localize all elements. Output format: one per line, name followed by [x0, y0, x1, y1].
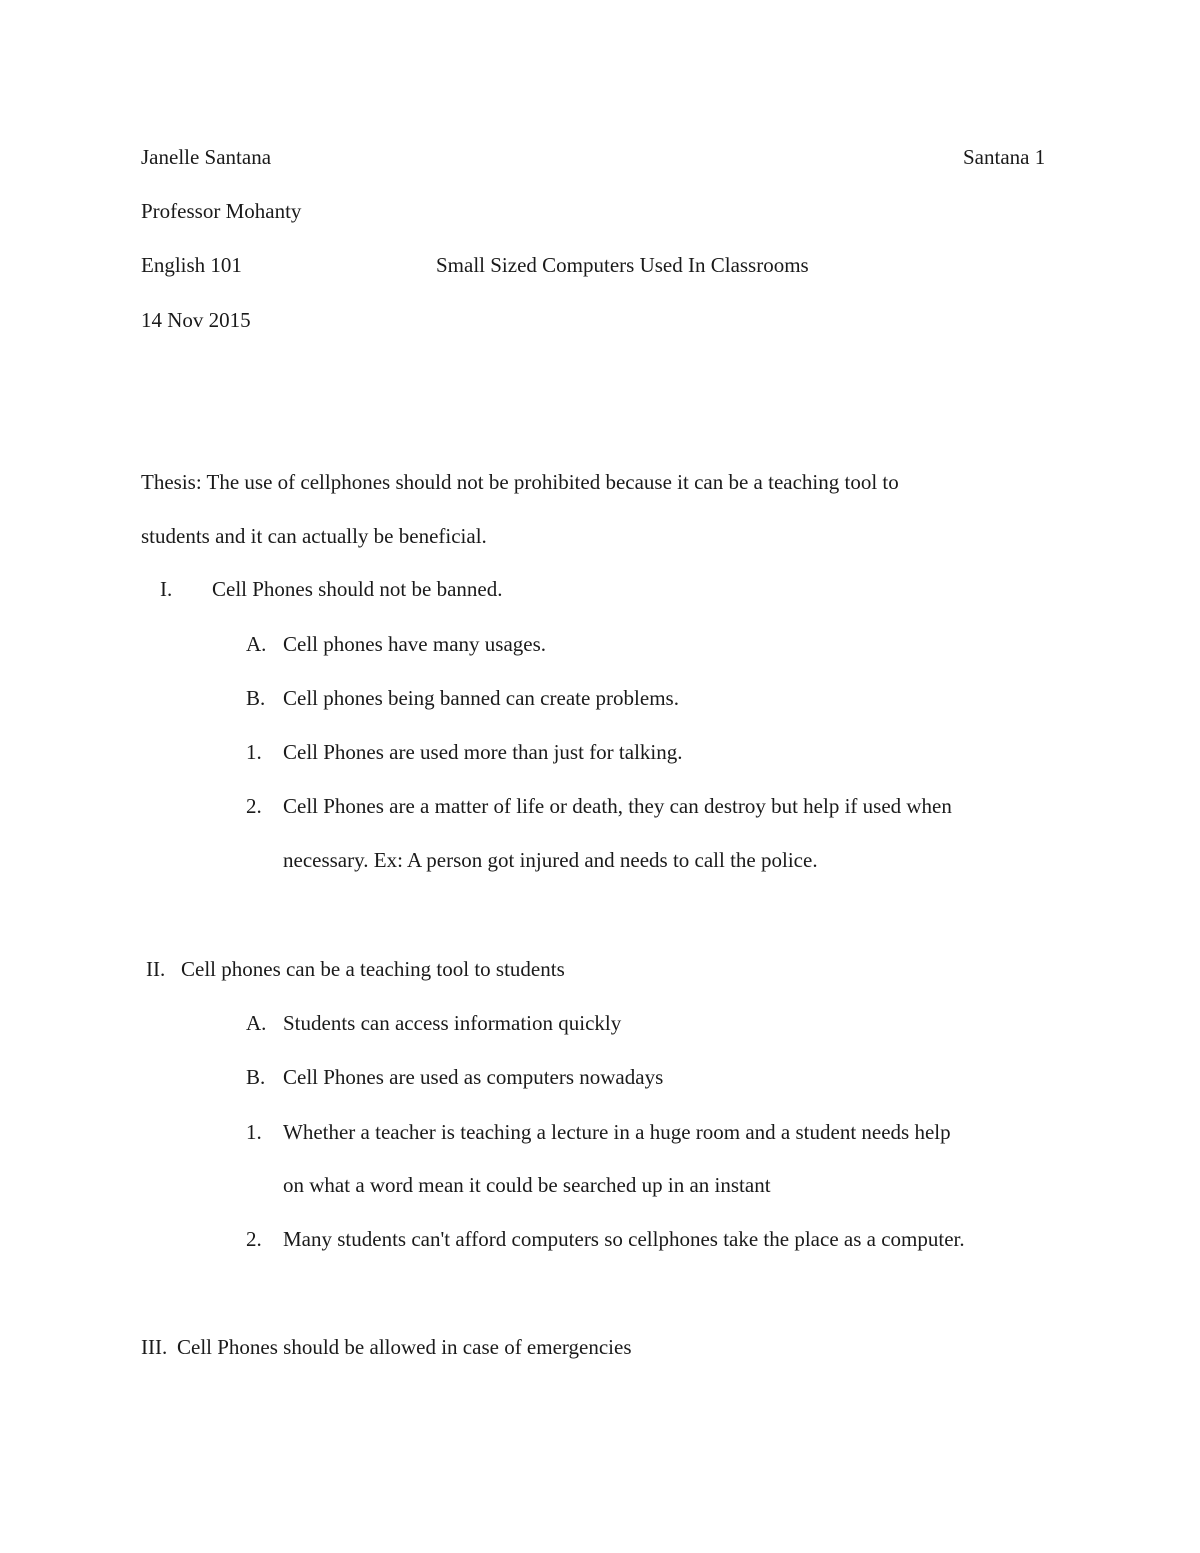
section-2-item-1-continuation: on what a word mean it could be searched up in an instant — [283, 1173, 771, 1197]
section-1-item-1-marker: 1. — [246, 740, 262, 764]
section-1-heading: Cell Phones should not be banned. — [212, 577, 503, 601]
course-name: English 101 — [141, 253, 242, 277]
section-1-item-2-marker: 2. — [246, 794, 262, 818]
paper-date: 14 Nov 2015 — [141, 308, 251, 332]
section-2-item-b-marker: B. — [246, 1065, 266, 1089]
section-2-item-1-text: Whether a teacher is teaching a lecture in a huge room and a student needs help — [283, 1120, 951, 1144]
section-1-item-a-text: Cell phones have many usages. — [283, 632, 547, 656]
professor-name: Professor Mohanty — [141, 199, 302, 223]
section-3-heading: Cell Phones should be allowed in case of emergencies — [177, 1335, 632, 1359]
section-1-numeral: I. — [160, 577, 173, 601]
section-2-item-a-marker: A. — [246, 1011, 267, 1035]
paper-title: Small Sized Computers Used In Classrooms — [436, 253, 809, 277]
section-1-item-2-text: Cell Phones are a matter of life or death, they can destroy but help if used when — [283, 794, 952, 818]
section-2-item-2-marker: 2. — [246, 1227, 262, 1251]
section-2-item-2-text: Many students can't afford computers so cellphones take the place as a computer. — [283, 1227, 965, 1251]
section-2-item-1-marker: 1. — [246, 1120, 262, 1144]
section-2-numeral: II. — [146, 957, 166, 981]
section-1-item-b-text: Cell phones being banned can create problems. — [283, 686, 679, 710]
thesis-line-2: students and it can actually be beneficial. — [141, 524, 487, 548]
page-number: Santana 1 — [963, 145, 1046, 169]
section-1-item-2-continuation: necessary. Ex: A person got injured and needs to call the police. — [283, 848, 818, 872]
section-1-item-1-text: Cell Phones are used more than just for talking. — [283, 740, 683, 764]
section-2-item-b-text: Cell Phones are used as computers nowadays — [283, 1065, 664, 1089]
section-2-heading: Cell phones can be a teaching tool to students — [181, 957, 565, 981]
section-2-item-a-text: Students can access information quickly — [283, 1011, 622, 1035]
section-1-item-b-marker: B. — [246, 686, 266, 710]
thesis-line-1: Thesis: The use of cellphones should not be prohibited because it can be a teaching tool to — [141, 470, 899, 494]
section-1-item-a-marker: A. — [246, 632, 267, 656]
author-name: Janelle Santana — [141, 145, 272, 169]
section-3-numeral: III. — [141, 1335, 168, 1359]
